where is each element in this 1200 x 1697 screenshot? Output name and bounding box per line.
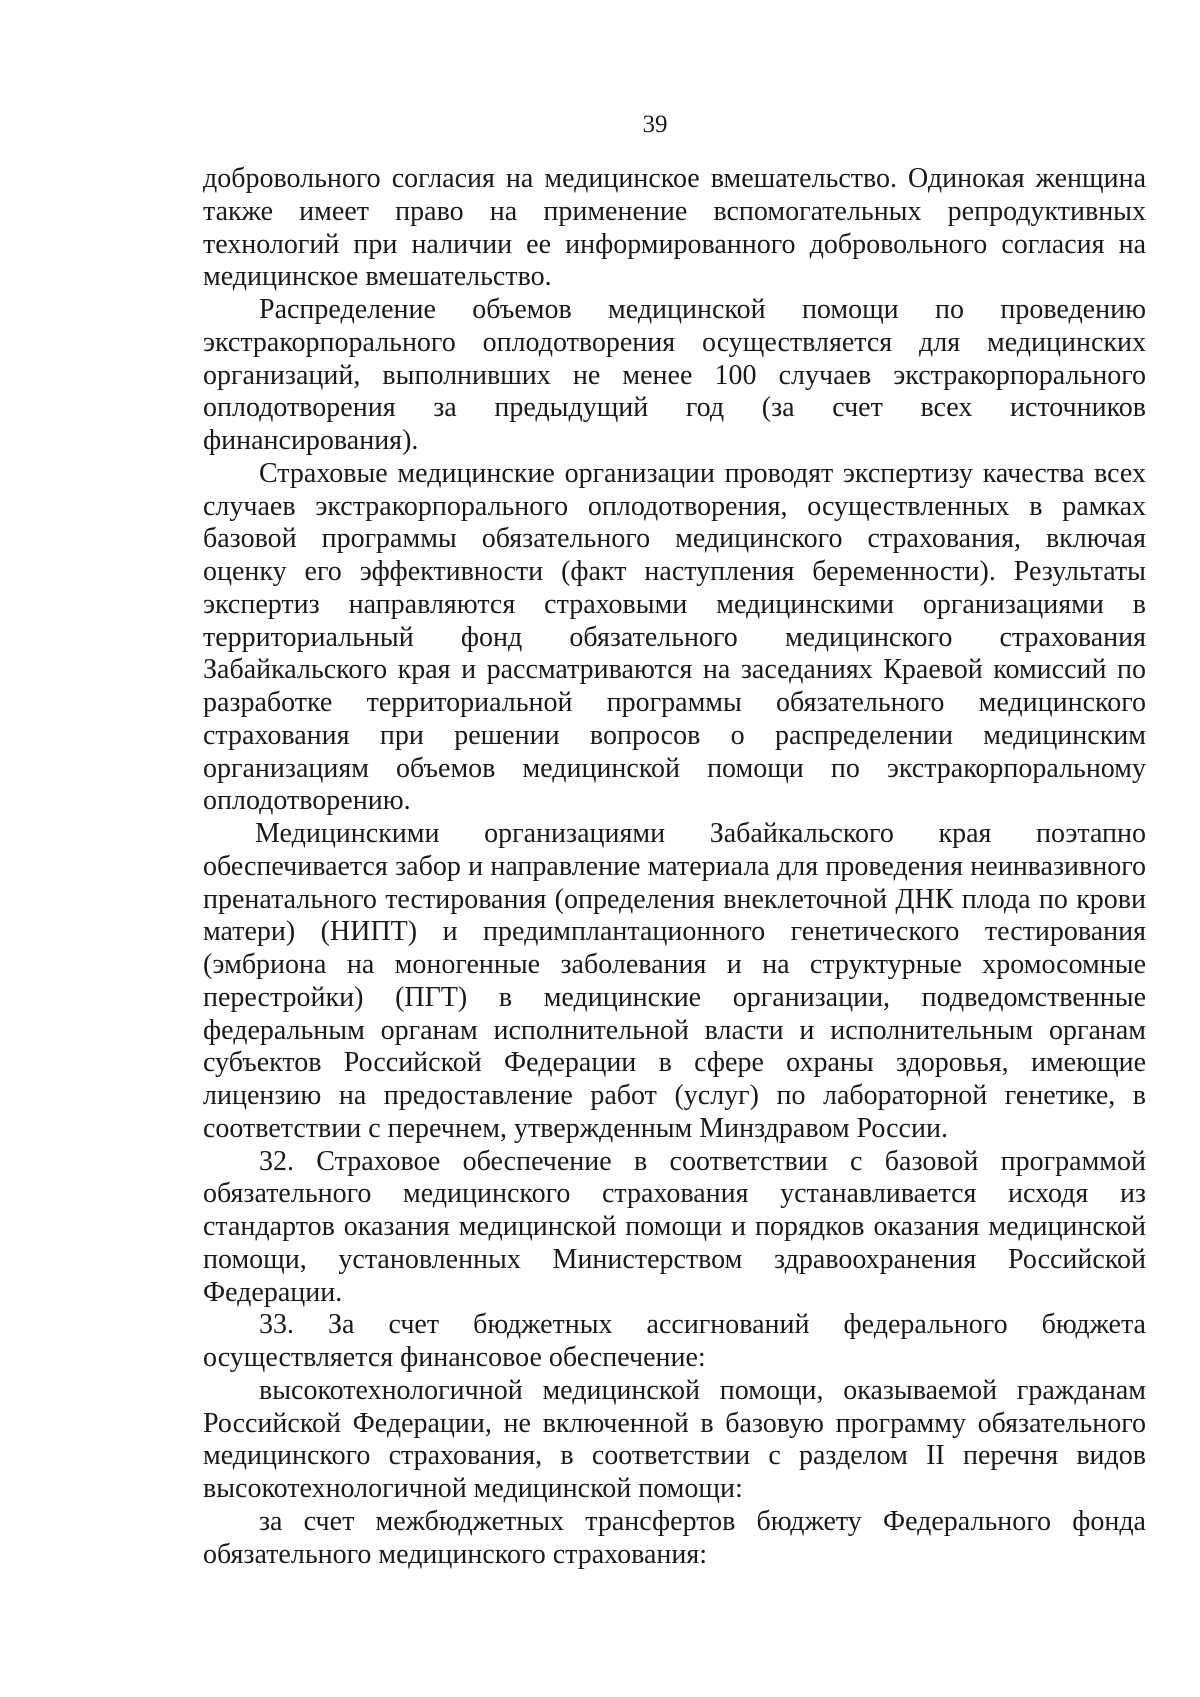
document-body: [203, 163, 1146, 1571]
paragraph-continuation: добровольного согласия на медицинское вмешательство. Одинокая женщина также имеет право на применение вспомогательных репродуктивных технологий при наличии ее информированного добровольного согласия на медицинское вмешательство.: [203, 163, 1146, 293]
paragraph-genetic-testing: Медицинскими организациями Забайкальского края поэтапно обеспечивается забор и направление материала для проведения неинвазивного пренатального тестирования (определения внеклеточной ДНК плода по крови матери) (НИПТ) и предимплантационного генетического тестирования (эмбриона на моногенные заболевания и на структурные хромосомные перестройки) (ПГТ) в медицинские организации, подведомственные федеральным органам исполнительной власти и исполнительным органам субъектов Российской Федерации в сфере охраны здоровья, имеющие лицензию на предоставление работ (услуг) по лабораторной генетике, в соответствии с перечнем, утвержденным Минздравом России.: [203, 818, 1146, 1144]
page-number: 39: [642, 111, 668, 138]
paragraph-clause-33: 33. За счет бюджетных ассигнований федерального бюджета осуществляется финансовое обеспечение:: [203, 1309, 1146, 1373]
paragraph-clause-32: 32. Страховое обеспечение в соответствии с базовой программой обязательного медицинского страхования устанавливается исходя из стандартов оказания медицинской помощи и порядков оказания медицинской помощи, установленных Министерством здравоохранения Российской Федерации.: [203, 1145, 1146, 1308]
paragraph-ivf-distribution: Распределение объемов медицинской помощи по проведению экстракорпорального оплодотворения осуществляется для медицинских организаций, выполнивших не менее 100 случаев экстракорпорального оплодотворения за предыдущий год (за счет всех источников финансирования).: [203, 294, 1146, 456]
paragraph-high-tech-care: высокотехнологичной медицинской помощи, оказываемой гражданам Российской Федерации, не включенной в базовую программу обязательного медицинского страхования, в соответствии с разделом II перечня видов высокотехнологичной медицинской помощи:: [203, 1374, 1146, 1504]
paragraph-interbudget-transfers: за счет межбюджетных трансфертов бюджету Федерального фонда обязательного медицинского страхования:: [203, 1505, 1146, 1570]
paragraph-insurance-expertise: Страховые медицинские организации проводят экспертизу качества всех случаев экстракорпорального оплодотворения, осуществленных в рамках базовой программы обязательного медицинского страхования, включая оценку его эффективности (факт наступления беременности). Результаты экспертиз направляются страховыми медицинскими организациями в территориальный фонд обязательного медицинского страхования Забайкальского края и рассматриваются на заседаниях Краевой комиссий по разработке территориальной программы обязательного медицинского страхования при решении вопросов о распределении медицинским организациям объемов медицинской помощи по экстракорпоральному оплодотворению.: [203, 457, 1146, 817]
